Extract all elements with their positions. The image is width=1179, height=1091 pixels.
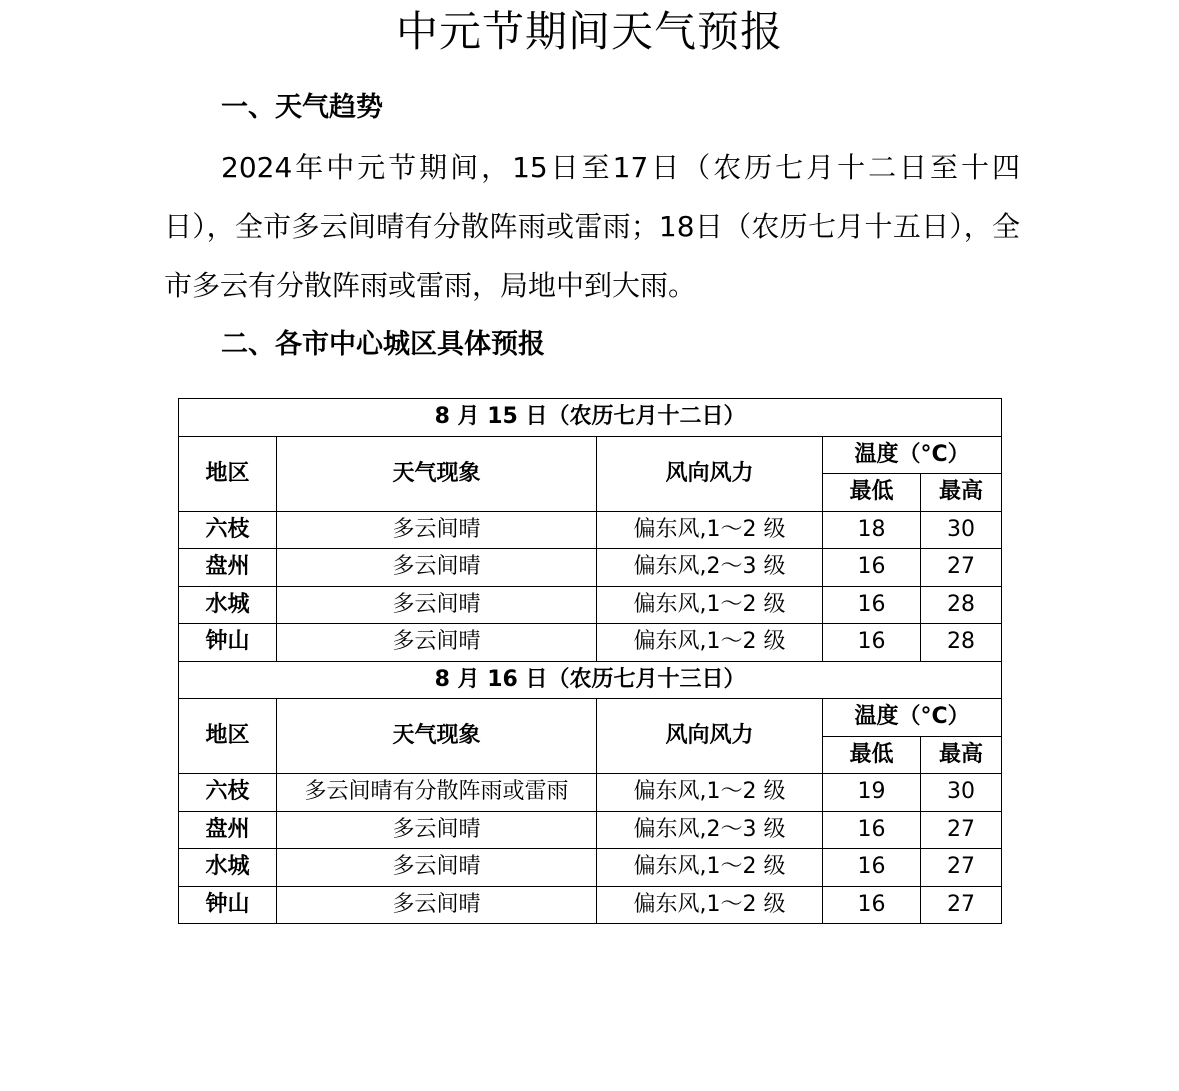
table-row (179, 624, 1002, 662)
max-temp-cell: 27 (921, 549, 1002, 587)
table-row (179, 586, 1002, 624)
forecast-table (178, 398, 1002, 924)
wind-cell: 偏东风,1～2 级 (597, 774, 823, 812)
date-row (179, 661, 1002, 699)
wind-cell: 偏东风,2～3 级 (597, 811, 823, 849)
region-cell: 水城 (179, 849, 277, 887)
max-temp-cell: 27 (921, 811, 1002, 849)
weather-cell: 多云间晴 (277, 549, 597, 587)
wind-cell: 偏东风,1～2 级 (597, 624, 823, 662)
region-cell: 盘州 (179, 549, 277, 587)
table-row (179, 886, 1002, 924)
header-weather: 天气现象 (277, 436, 597, 511)
max-temp-cell: 28 (921, 624, 1002, 662)
header-row (179, 699, 1002, 737)
max-temp-cell: 27 (921, 886, 1002, 924)
max-temp-cell: 30 (921, 774, 1002, 812)
weather-cell: 多云间晴 (277, 811, 597, 849)
region-cell: 六枝 (179, 774, 277, 812)
section-heading-city-forecast: 二、各市中心城区具体预报 (221, 329, 545, 360)
weather-trend-paragraph: 2024年中元节期间，15日至17日（农历七月十二日至十四日），全市多云间晴有分散阵雨或雷雨；18日（农历七月十五日），全市多云有分散阵雨或雷雨，局地中到大雨。 (164, 151, 1020, 302)
min-temp-cell: 16 (823, 624, 921, 662)
header-min: 最低 (823, 474, 921, 512)
min-temp-cell: 16 (823, 849, 921, 887)
date-row (179, 399, 1002, 437)
page-title: 中元节期间天气预报 (395, 7, 783, 56)
table-row (179, 849, 1002, 887)
header-min: 最低 (823, 736, 921, 774)
header-max: 最高 (921, 474, 1002, 512)
date-cell: 8 月 16 日（农历七月十三日） (179, 661, 1002, 699)
table-row (179, 511, 1002, 549)
wind-cell: 偏东风,1～2 级 (597, 511, 823, 549)
header-weather: 天气现象 (277, 699, 597, 774)
header-region: 地区 (179, 436, 277, 511)
table-row (179, 549, 1002, 587)
weather-cell: 多云间晴 (277, 586, 597, 624)
header-wind: 风向风力 (597, 436, 823, 511)
header-region: 地区 (179, 699, 277, 774)
region-cell: 钟山 (179, 624, 277, 662)
min-temp-cell: 16 (823, 549, 921, 587)
header-row (179, 436, 1002, 474)
min-temp-cell: 16 (823, 586, 921, 624)
wind-cell: 偏东风,2～3 级 (597, 549, 823, 587)
region-cell: 六枝 (179, 511, 277, 549)
weather-cell: 多云间晴 (277, 849, 597, 887)
weather-cell: 多云间晴 (277, 624, 597, 662)
weather-cell: 多云间晴 (277, 886, 597, 924)
section-heading-weather-trend: 一、天气趋势 (221, 92, 383, 123)
table-row (179, 774, 1002, 812)
date-cell: 8 月 15 日（农历七月十二日） (179, 399, 1002, 437)
table-row (179, 811, 1002, 849)
header-temperature: 温度（°C） (823, 699, 1002, 737)
wind-cell: 偏东风,1～2 级 (597, 849, 823, 887)
min-temp-cell: 16 (823, 811, 921, 849)
region-cell: 钟山 (179, 886, 277, 924)
header-max: 最高 (921, 736, 1002, 774)
wind-cell: 偏东风,1～2 级 (597, 586, 823, 624)
max-temp-cell: 28 (921, 586, 1002, 624)
min-temp-cell: 18 (823, 511, 921, 549)
header-temperature: 温度（°C） (823, 436, 1002, 474)
wind-cell: 偏东风,1～2 级 (597, 886, 823, 924)
max-temp-cell: 27 (921, 849, 1002, 887)
max-temp-cell: 30 (921, 511, 1002, 549)
region-cell: 水城 (179, 586, 277, 624)
region-cell: 盘州 (179, 811, 277, 849)
header-wind: 风向风力 (597, 699, 823, 774)
min-temp-cell: 16 (823, 886, 921, 924)
weather-cell: 多云间晴 (277, 511, 597, 549)
weather-cell: 多云间晴有分散阵雨或雷雨 (277, 774, 597, 812)
min-temp-cell: 19 (823, 774, 921, 812)
